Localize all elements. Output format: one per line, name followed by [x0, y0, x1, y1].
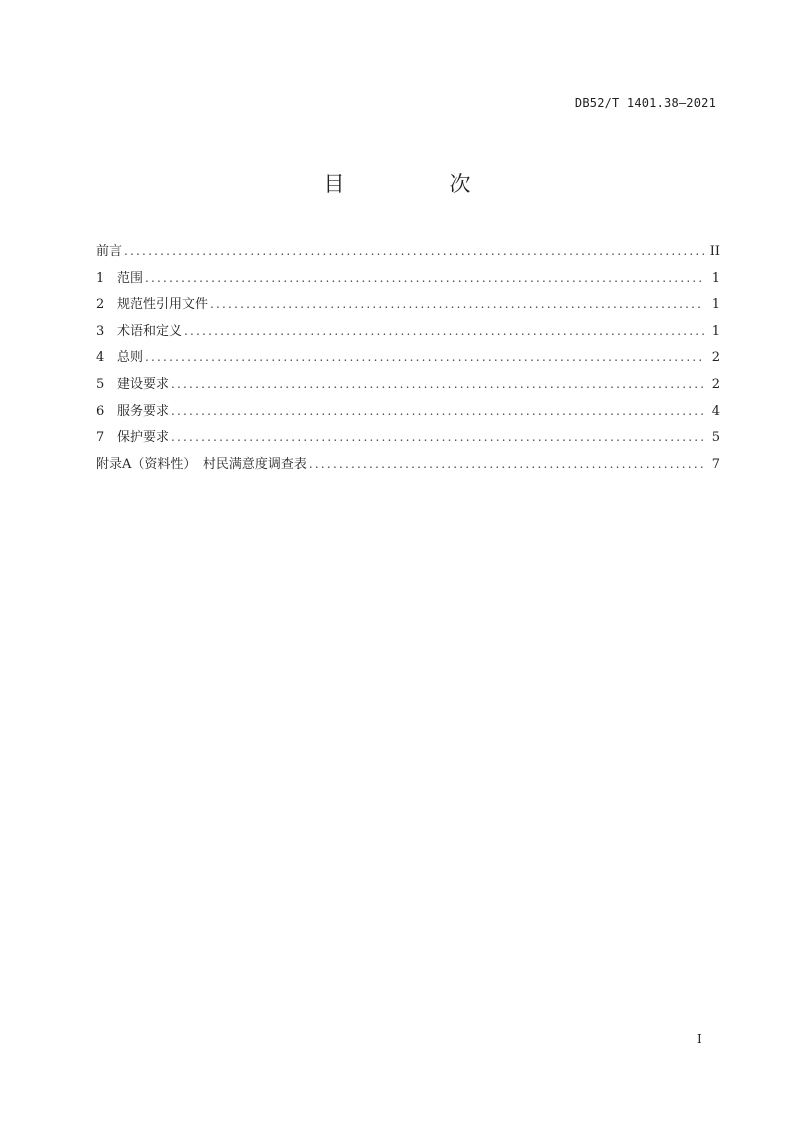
toc-entry[interactable] — [96, 426, 720, 453]
toc-entry-label — [96, 293, 210, 312]
toc-entry[interactable] — [96, 400, 720, 427]
toc-entry-text: 术语和定义 — [117, 323, 183, 339]
toc-leader-dots — [145, 350, 704, 364]
toc-leader-dots — [171, 377, 704, 391]
toc-entry-page: 2 — [711, 376, 720, 392]
page-number: I — [697, 1032, 702, 1046]
toc-entry-text: 保护要求 — [117, 430, 170, 446]
toc-leader-dots — [171, 430, 704, 444]
toc-entry-page: 7 — [711, 456, 720, 472]
toc-title: 目 次 — [323, 172, 513, 196]
toc-leader-dots — [124, 244, 704, 258]
toc-entry-text: 建设要求 — [117, 376, 170, 392]
toc-leader-dots — [184, 324, 704, 338]
toc-entry-number: 6 — [96, 403, 105, 419]
toc-entry-page: 1 — [711, 297, 720, 313]
toc-entry-text: 规范性引用文件 — [117, 297, 209, 313]
toc-entry-page: 5 — [711, 430, 720, 446]
toc-entry-label — [96, 426, 171, 445]
standard-code: DB52/T 1401.38—2021 — [574, 96, 716, 110]
toc-entry-text: 服务要求 — [117, 403, 170, 419]
toc-entry-number: 4 — [96, 350, 105, 366]
toc-entry-text: 总则 — [117, 350, 144, 366]
toc-entry-page: 1 — [711, 270, 720, 286]
toc-entry-label — [96, 400, 171, 419]
toc-entry[interactable] — [96, 346, 720, 373]
toc-entry-number: 2 — [96, 297, 105, 313]
toc-entry-label — [96, 346, 145, 365]
toc-entry[interactable] — [96, 373, 720, 400]
table-of-contents — [96, 240, 720, 479]
toc-entry-label — [96, 320, 184, 339]
toc-leader-dots — [145, 271, 704, 285]
toc-entry-number: 3 — [96, 323, 105, 339]
toc-entry-text: 范围 — [117, 270, 144, 286]
toc-entry[interactable] — [96, 320, 720, 347]
toc-leader-dots — [309, 457, 704, 471]
toc-entry[interactable] — [96, 240, 720, 267]
toc-entry-number: 7 — [96, 430, 105, 446]
toc-entry-label: 前言 — [96, 244, 123, 259]
toc-entry-page: 4 — [711, 403, 720, 419]
toc-entry[interactable] — [96, 293, 720, 320]
toc-entry-page: 1 — [711, 323, 720, 339]
toc-entry-page: 2 — [711, 350, 720, 366]
toc-entry[interactable] — [96, 267, 720, 294]
toc-entry[interactable] — [96, 453, 720, 480]
toc-entry-label — [96, 373, 171, 392]
toc-entry-page: II — [709, 244, 720, 259]
toc-leader-dots — [210, 297, 704, 311]
toc-entry-label: 附录A（资料性） 村民满意度调查表 — [96, 456, 307, 472]
toc-entry-number: 5 — [96, 376, 105, 392]
toc-leader-dots — [171, 404, 704, 418]
toc-entry-label — [96, 267, 145, 286]
toc-entry-number: 1 — [96, 270, 105, 286]
